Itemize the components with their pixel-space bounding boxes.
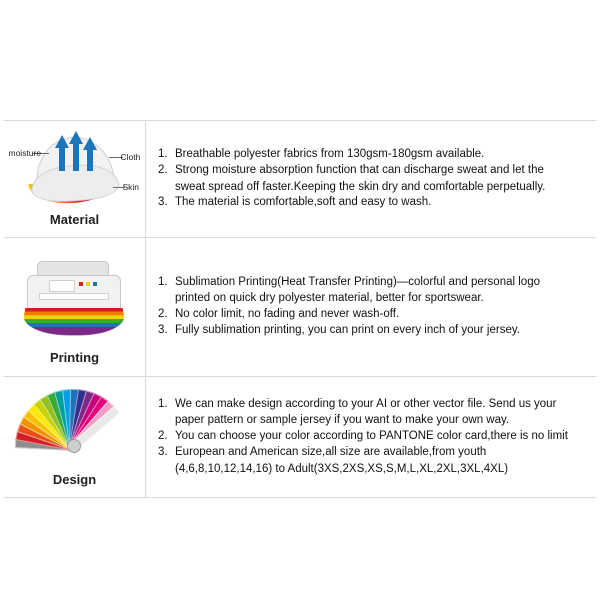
list-item [158, 445, 586, 461]
fabric-moisture-diagram-icon [9, 131, 141, 209]
list-item [158, 323, 586, 339]
table-row [4, 377, 596, 498]
list-item-text: You can choose your color according to PANTONE color card,there is no limit [175, 429, 568, 442]
label-skin: Skin [122, 182, 140, 192]
list-item [158, 147, 586, 163]
list-item [158, 307, 586, 323]
pantone-color-fan-icon [9, 387, 141, 469]
list-item-text: European and American size,all size are available,from youth [175, 446, 487, 459]
list-item-number: 3. [158, 324, 168, 336]
list-item [158, 429, 586, 445]
list-item-number: 2. [158, 307, 168, 320]
list-item-number: 2. [158, 429, 168, 442]
label-cloth: Cloth [120, 152, 141, 162]
list-item-text: The material is comfortable,soft and easy to wash. [175, 196, 432, 208]
list-item-number: 3. [158, 196, 168, 208]
printing-caption: Printing [49, 350, 100, 365]
design-text-cell [146, 377, 596, 497]
list-item-continuation: sweat spread off faster.Keeping the skin dry and comfortable perpetually. [175, 180, 546, 193]
printer-rainbow-icon [9, 249, 141, 347]
list-item-text: Strong moisture absorption function that can discharge sweat and let the [175, 164, 544, 176]
list-item-number: 2. [158, 164, 168, 176]
table-row [4, 238, 596, 377]
list-item-text: Fully sublimation printing, you can print on every inch of your jersey. [175, 324, 520, 336]
list-item-text: Breathable polyester fabrics from 130gsm-180gsm available. [175, 147, 485, 160]
list-item-continuation: (4,6,8,10,12,14,16) to Adult(3XS,2XS,XS,S,M,L,XL,2XL,3XL,4XL) [175, 462, 509, 475]
list-item-number: 1. [158, 147, 168, 160]
list-item-continuation: paper pattern or sample jersey if you want to make your own way. [175, 414, 510, 427]
list-item [158, 195, 586, 211]
list-item-number: 3. [158, 446, 168, 459]
list-item-continuation: printed on quick dry polyester material, better for sportswear. [175, 292, 484, 304]
list-item-number: 1. [158, 397, 168, 410]
table-row [4, 121, 596, 238]
list-item-number: 1. [158, 275, 168, 288]
design-caption: Design [52, 472, 97, 487]
list-item-text: We can make design according to your AI or other vector file. Send us your [175, 397, 557, 410]
material-caption: Material [49, 212, 100, 227]
material-icon-cell [4, 121, 146, 237]
material-text-cell [146, 121, 596, 237]
label-moisture: moisture [8, 148, 42, 158]
list-item [158, 163, 586, 179]
list-item-text: Sublimation Printing(Heat Transfer Printing)—colorful and personal logo [175, 275, 540, 288]
printing-text-cell [146, 238, 596, 376]
list-item-text: No color limit, no fading and never wash-off. [175, 307, 400, 320]
feature-table [4, 120, 596, 498]
design-icon-cell [4, 377, 146, 497]
list-item [158, 275, 586, 291]
printing-icon-cell [4, 238, 146, 376]
list-item [158, 397, 586, 413]
